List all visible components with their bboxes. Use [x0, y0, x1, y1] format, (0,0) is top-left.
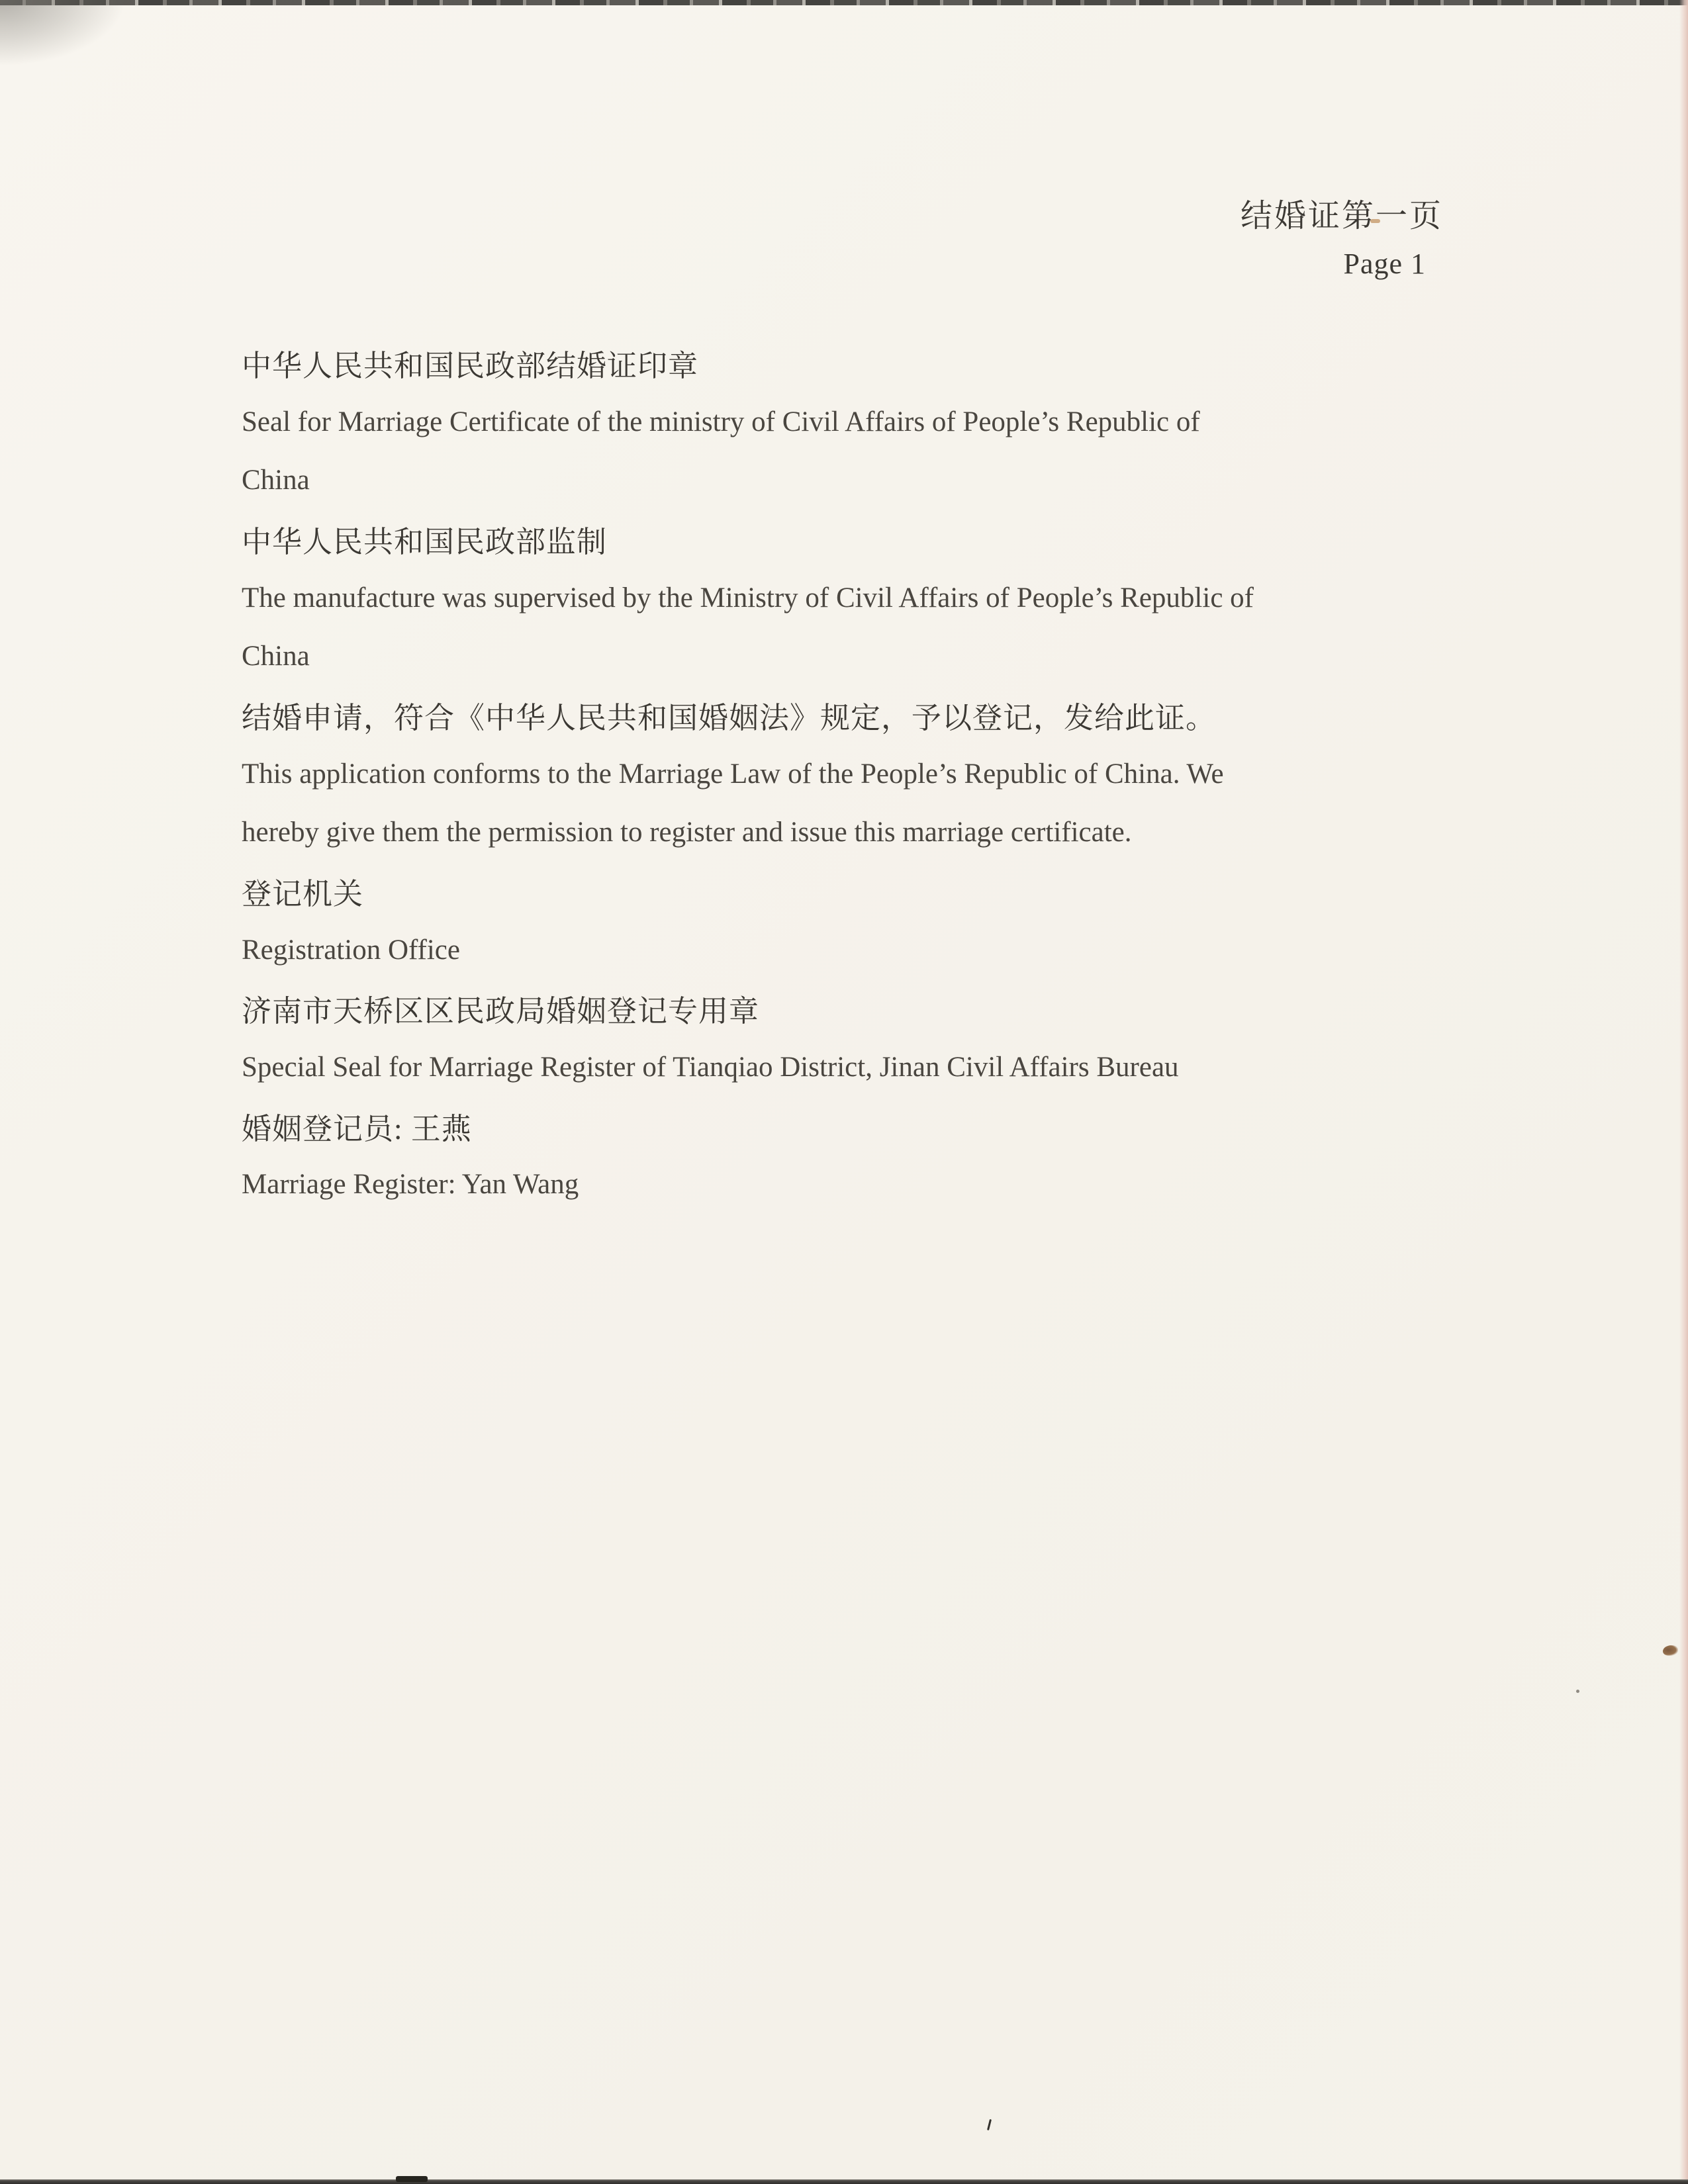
paper-speck-brown: [1663, 1645, 1678, 1656]
line-en-manufacture-supervision-2: China: [242, 641, 310, 672]
line-en-manufacture-supervision-1: The manufacture was supervised by the Ministry of Civil Affairs of People’s Republic of: [242, 582, 1254, 614]
page-number: Page 1: [1343, 248, 1426, 280]
line-cn-special-seal: 济南市天桥区区民政局婚姻登记专用章: [242, 995, 760, 1028]
line-en-approval-statement-2: hereby give them the permission to register and issue this marriage certificate.: [242, 817, 1132, 848]
line-cn-ministry-seal: 中华人民共和国民政部结婚证印章: [242, 349, 699, 383]
line-cn-manufacture-supervision: 中华人民共和国民政部监制: [242, 525, 608, 559]
scan-edge-top: [0, 0, 1688, 5]
line-cn-registration-office: 登记机关: [242, 878, 364, 911]
scan-corner-shadow: [0, 0, 126, 66]
line-en-registration-office: Registration Office: [242, 934, 460, 966]
paper-speck-dot: [1576, 1690, 1579, 1693]
header-title-cn: 结婚证第一页: [1240, 199, 1443, 234]
line-cn-registrar: 婚姻登记员: 王燕: [242, 1112, 472, 1146]
document-body: [242, 334, 1420, 1214]
page-header: [1241, 197, 1443, 279]
line-cn-approval-statement: 结婚申请，符合《中华人民共和国婚姻法》规定，予以登记，发给此证。: [242, 701, 1217, 735]
scan-edge-bottom-blob: [396, 2176, 428, 2182]
scan-edge-right-tint: [1679, 0, 1688, 2184]
line-en-ministry-seal-2: China: [242, 465, 310, 496]
scan-edge-bottom: [0, 2179, 1688, 2184]
scan-mark-bottom: [987, 2119, 992, 2130]
line-en-ministry-seal-1: Seal for Marriage Certificate of the ministry of Civil Affairs of People’s Republic of: [242, 406, 1200, 437]
line-en-special-seal: Special Seal for Marriage Register of Tianqiao District, Jinan Civil Affairs Bureau: [242, 1052, 1179, 1083]
line-en-approval-statement-1: This application conforms to the Marriage Law of the People’s Republic of China. We: [242, 758, 1224, 790]
line-en-registrar: Marriage Register: Yan Wang: [242, 1169, 579, 1201]
